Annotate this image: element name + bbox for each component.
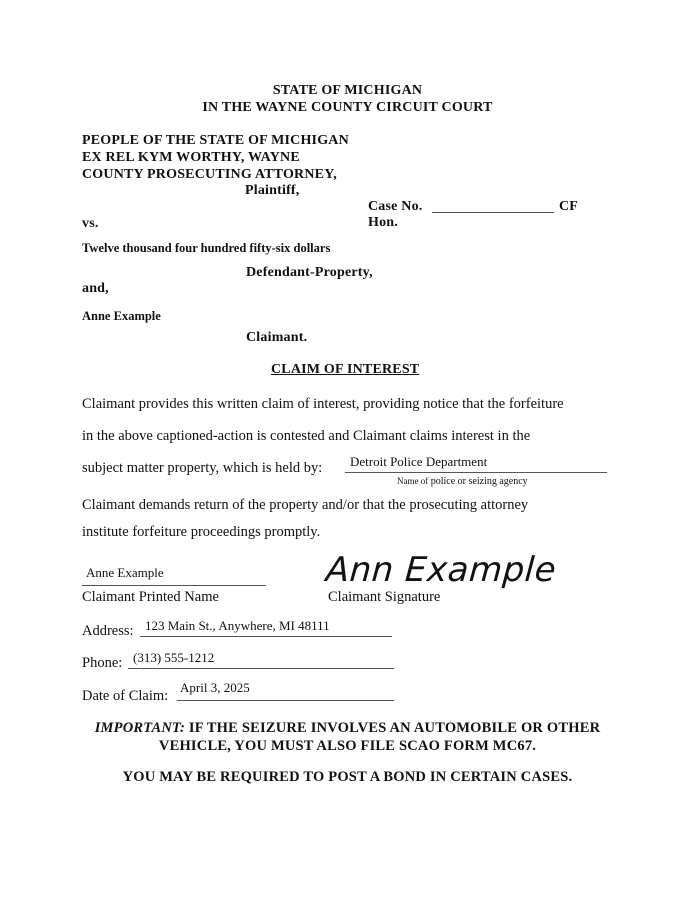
claimant-role: Claimant. bbox=[246, 330, 308, 345]
important-notice-line1: IMPORTANT: IF THE SEIZURE INVOLVES AN AUTOMOBILE OR OTHER bbox=[94, 720, 601, 736]
plaintiff-line-3: COUNTY PROSECUTING ATTORNEY, bbox=[82, 167, 337, 182]
para2-line1: Claimant demands return of the property and/or that the prosecuting attorney bbox=[82, 497, 529, 513]
plaintiff-role: Plaintiff, bbox=[245, 183, 300, 198]
case-no-line bbox=[432, 212, 554, 213]
held-by-caption: Name of police or seizing agency bbox=[397, 476, 528, 487]
address-line bbox=[140, 636, 392, 637]
signature-label: Claimant Signature bbox=[328, 589, 441, 605]
date-line bbox=[177, 700, 394, 701]
hon-label: Hon. bbox=[368, 215, 398, 230]
case-no-label: Case No. bbox=[368, 199, 423, 214]
document-title: CLAIM OF INTEREST bbox=[271, 362, 420, 377]
bond-notice: YOU MAY BE REQUIRED TO POST A BOND IN CERTAIN CASES. bbox=[122, 769, 573, 785]
plaintiff-line-2: EX REL KYM WORTHY, WAYNE bbox=[82, 150, 300, 165]
para1-line3: subject matter property, which is held by: bbox=[82, 460, 323, 476]
plaintiff-line-1: PEOPLE OF THE STATE OF MICHIGAN bbox=[82, 133, 349, 148]
para2-line2: institute forfeiture proceedings promptly. bbox=[82, 524, 321, 540]
phone-line bbox=[128, 668, 394, 669]
para1-line1: Claimant provides this written claim of interest, providing notice that the forfeiture bbox=[82, 396, 564, 412]
para1-line2: in the above captioned-action is contested and Claimant claims interest in the bbox=[82, 428, 531, 444]
address-value[interactable]: 123 Main St., Anywhere, MI 48111 bbox=[145, 618, 330, 633]
held-by-line bbox=[345, 472, 607, 473]
address-label: Address: bbox=[82, 623, 134, 639]
phone-value[interactable]: (313) 555-1212 bbox=[133, 650, 215, 665]
held-by-value[interactable]: Detroit Police Department bbox=[350, 454, 488, 469]
claimant-signature[interactable]: Ann Example bbox=[324, 550, 558, 590]
case-no-suffix: CF bbox=[559, 199, 579, 214]
printed-name-line bbox=[82, 585, 266, 586]
important-notice-line2: VEHICLE, YOU MUST ALSO FILE SCAO FORM MC67. bbox=[158, 738, 537, 754]
court-state-heading: STATE OF MICHIGAN bbox=[272, 83, 423, 98]
and-label: and, bbox=[82, 281, 109, 296]
phone-label: Phone: bbox=[82, 655, 123, 671]
date-value[interactable]: April 3, 2025 bbox=[180, 680, 250, 695]
date-label: Date of Claim: bbox=[82, 688, 169, 704]
printed-name-label: Claimant Printed Name bbox=[82, 589, 219, 605]
vs-label: vs. bbox=[82, 216, 99, 231]
defendant-role: Defendant-Property, bbox=[246, 265, 373, 280]
court-circuit-heading: IN THE WAYNE COUNTY CIRCUIT COURT bbox=[202, 100, 493, 115]
printed-name-value[interactable]: Anne Example bbox=[86, 565, 164, 580]
claimant-name-caption: Anne Example bbox=[82, 309, 161, 323]
defendant-property: Twelve thousand four hundred fifty-six dollars bbox=[82, 241, 331, 255]
